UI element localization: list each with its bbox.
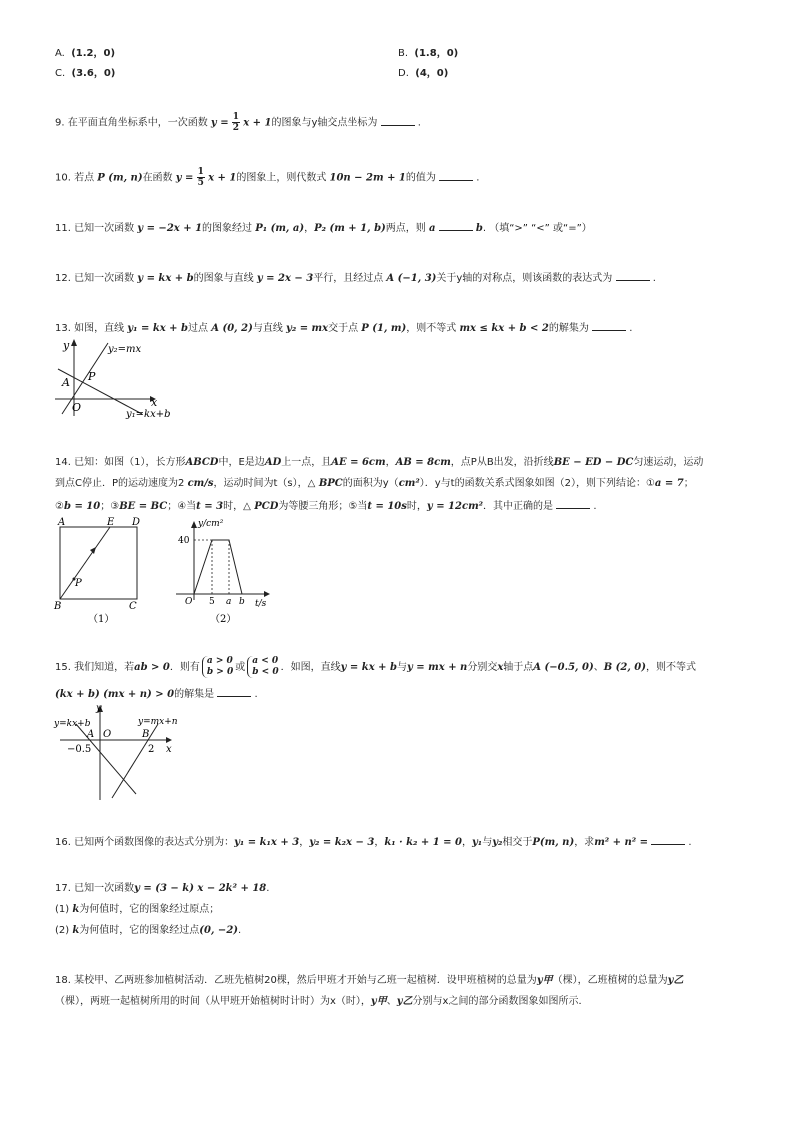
label-d: D xyxy=(132,517,141,528)
question-10 xyxy=(55,167,479,188)
q14-ab: AB = 8cm xyxy=(395,457,451,468)
q10-end: . xyxy=(476,172,480,184)
question-18-line-1 xyxy=(55,974,683,988)
q11-post: . （填“>” “<” 或“=”） xyxy=(482,223,592,234)
line-mx-n xyxy=(112,724,158,798)
x-axis-arrow-icon xyxy=(166,737,172,743)
q10-post: 的值为 xyxy=(405,172,436,184)
option-d-value: (4，0) xyxy=(415,68,449,79)
q15-or: 或 xyxy=(235,662,246,673)
q16-mid2: 相交于 xyxy=(502,837,533,848)
question-14-line-1 xyxy=(55,456,703,470)
q15-l1f: ，则不等式 xyxy=(645,662,696,673)
q10-text: 10. 若点 xyxy=(55,172,95,184)
q13-mid3: 交于点 xyxy=(328,323,359,334)
q14-claim-2: b = 10 xyxy=(63,501,101,512)
y1-label: y₁=kx+b xyxy=(126,409,171,420)
q14-claim-4: t = 3 xyxy=(196,501,224,512)
figure-15 xyxy=(52,702,192,807)
point-b-label: B xyxy=(142,729,150,740)
question-12 xyxy=(55,270,656,286)
y-axis-arrow-icon xyxy=(71,339,77,346)
q15-point-b: B (2, 0) xyxy=(603,662,646,673)
q9-end: . xyxy=(417,117,421,129)
line-y1 xyxy=(58,369,142,414)
q14-l3a: ② xyxy=(55,501,64,512)
label-c: C xyxy=(129,601,137,612)
q16-s1: ， xyxy=(299,837,310,848)
label-b: B xyxy=(54,601,62,612)
q15-answer-blank[interactable] xyxy=(217,686,251,697)
question-11 xyxy=(55,220,592,236)
q16-end: . xyxy=(688,837,692,848)
q9-answer-blank[interactable] xyxy=(381,115,415,126)
q12-point: A (−1, 3) xyxy=(386,273,437,284)
y-axis-label: y xyxy=(63,339,70,352)
q15-l1e: 轴于点 xyxy=(503,662,534,673)
caption-1: （1） xyxy=(88,614,115,625)
point-a-label: A xyxy=(62,376,70,389)
tick-2: 2 xyxy=(148,744,155,755)
figure-13 xyxy=(50,336,190,425)
q14-speed: cm/s xyxy=(187,478,214,489)
question-16 xyxy=(55,834,692,850)
q14-unit: cm² xyxy=(398,478,420,489)
q12-line: y = 2x − 3 xyxy=(256,273,314,284)
origin-label: O xyxy=(72,401,82,414)
q13-inequality: mx ≤ kx + b < 2 xyxy=(459,323,549,334)
question-9 xyxy=(55,112,421,133)
figure-14-2 xyxy=(172,514,282,629)
option-b-value: (1.8，0) xyxy=(414,48,459,59)
q17-k2: k xyxy=(72,925,80,936)
q14-text: 14. 已知：如图（1），长方形 xyxy=(55,457,186,468)
origin-label: O xyxy=(103,729,112,740)
q14-l3f: 时， xyxy=(406,501,427,512)
q14-ad: AD xyxy=(264,457,282,468)
q11-text: 11. 已知一次函数 xyxy=(55,223,135,234)
q14-claim-5: t = 10s xyxy=(367,501,407,512)
q18-yjia-2: y甲 xyxy=(370,996,387,1007)
q11-mid: 的图象经过 xyxy=(202,223,253,234)
y2-label: y₂=mx xyxy=(108,344,142,355)
q12-mid2: 平行，且经过点 xyxy=(313,273,384,284)
q11-p1: P₁ (m, a) xyxy=(255,223,305,234)
y-label: y/cm² xyxy=(198,519,224,529)
q15-c2b: b < 0 xyxy=(252,667,279,677)
q9-math: y = xyxy=(210,117,229,129)
t-axis-arrow-icon xyxy=(264,591,270,597)
q16-answer-blank[interactable] xyxy=(651,834,685,845)
q16-y1: y₁ xyxy=(471,837,483,848)
q14-answer-blank[interactable] xyxy=(556,498,590,509)
q17-point: (0, −2) xyxy=(199,925,239,936)
q15-c1b: b > 0 xyxy=(206,667,234,677)
y-axis-arrow-icon xyxy=(191,521,197,528)
direction-arrow-icon xyxy=(90,547,96,554)
question-13 xyxy=(55,320,632,336)
q15-l2a: 的解集是 xyxy=(174,689,215,700)
q14-l3c: ；④当 xyxy=(167,501,197,512)
q9-num: 1 xyxy=(232,112,240,122)
q16-mid3: ，求 xyxy=(574,837,595,848)
q15-c2a: a < 0 xyxy=(252,656,279,666)
origin-label: O xyxy=(185,597,193,607)
q18-text: 18. 某校甲、乙两班参加植树活动．乙班先植树20棵，然后甲班才开始与乙班一起植树．设甲班植树的总量为 xyxy=(55,975,537,986)
question-14-line-3 xyxy=(55,498,597,514)
q14-l1e: 匀速运动，运动 xyxy=(633,457,704,468)
q13-func: y₁ = kx + b xyxy=(127,323,189,334)
q15-g: y = mx + n xyxy=(407,662,468,673)
rectangle-abcd xyxy=(60,527,137,599)
q17-k1: k xyxy=(72,904,80,915)
q14-y12: y = 12cm² xyxy=(426,501,484,512)
q13-mid4: ，则不等式 xyxy=(406,323,457,334)
q16-point: P(m, n) xyxy=(532,837,575,848)
q17-p1: 为何值时，它的图象经过原点； xyxy=(79,904,220,915)
q14-l2: 到点C停止．P的运动速度为2 xyxy=(55,478,185,489)
question-15-line-2 xyxy=(55,686,258,702)
q10-math: y = xyxy=(175,172,194,184)
q10-mid2: 的图象上，则代数式 xyxy=(236,172,327,184)
q15-l1a: ．则有 xyxy=(169,662,200,673)
q12-mid: 的图象与直线 xyxy=(193,273,254,284)
q16-f1: y₁ = k₁x + 3 xyxy=(234,837,300,848)
caption-2: （2） xyxy=(210,614,237,625)
graph-line xyxy=(194,540,242,594)
q11-mid2: 两点，则 xyxy=(385,223,426,234)
option-d-label: D. xyxy=(398,68,409,79)
q17-p2-pre: (2) xyxy=(55,925,73,936)
q18-yyi: y乙 xyxy=(667,975,684,986)
q9-fraction xyxy=(232,112,240,133)
q14-path: BE − ED − DC xyxy=(553,457,634,468)
segment-be xyxy=(60,527,110,599)
question-14-line-2 xyxy=(55,477,694,491)
option-c xyxy=(55,64,115,79)
q11-a: a xyxy=(428,223,436,234)
q13-answer-blank[interactable] xyxy=(592,320,626,331)
q11-answer-blank[interactable] xyxy=(439,220,473,231)
q14-l3d: 时， xyxy=(223,501,244,512)
q18-l2b: 分别与x之间的部分函数图象如图所示． xyxy=(412,996,589,1007)
q16-y2: y₂ xyxy=(492,837,503,848)
q14-l2c: ）．y与t的函数关系式图象如图（2），则下列结论：① xyxy=(419,478,655,489)
q13-end: . xyxy=(629,323,633,334)
option-c-label: C. xyxy=(55,68,66,79)
q10-point: P (m, n) xyxy=(97,172,143,184)
label-p: P xyxy=(75,578,82,589)
q15-f: y = kx + b xyxy=(340,662,398,673)
q11-sep: ， xyxy=(304,223,315,234)
tick-40: 40 xyxy=(178,536,190,546)
q18-l1b: （棵），乙班植树的总量为 xyxy=(552,975,668,986)
q18-l2: （棵），两班一起植树所用的时间（从甲班开始植树时计时）为x（时）， xyxy=(55,996,371,1007)
q13-mid: 过点 xyxy=(188,323,209,334)
q9-text: 9. 在平面直角坐标系中，一次函数 xyxy=(55,117,208,129)
q18-yjia: y甲 xyxy=(536,975,553,986)
q14-abcd: ABCD xyxy=(185,457,219,468)
t-label: t/s xyxy=(255,599,267,609)
option-a-value: (1.2，0) xyxy=(71,48,116,59)
q15-c1a: a > 0 xyxy=(206,656,233,666)
question-17-part-1 xyxy=(55,903,219,917)
q9-post: 的图象与y轴交点坐标为 xyxy=(271,117,378,129)
q16-f2: y₂ = k₂x − 3 xyxy=(309,837,375,848)
q11-p2: P₂ (m + 1, b) xyxy=(314,223,386,234)
q18-sep: 、 xyxy=(386,996,397,1007)
f1-label: y=kx+b xyxy=(54,719,91,729)
q15-case-1 xyxy=(202,656,233,678)
q17-p2: 为何值时，它的图象经过点 xyxy=(79,925,200,936)
q14-l1d: ，点P从B出发，沿折线 xyxy=(450,457,554,468)
q13-point-a: A (0, 2) xyxy=(211,323,253,334)
q9-den: 2 xyxy=(232,123,240,133)
x-axis-label: x xyxy=(151,396,158,409)
point-a-label: A xyxy=(87,729,95,740)
q17-func: y = (3 − k) x − 2k² + 18 xyxy=(134,883,267,894)
q10-answer-blank[interactable] xyxy=(439,170,473,181)
option-b xyxy=(398,44,458,59)
q10-num: 1 xyxy=(197,167,204,177)
tick-5: 5 xyxy=(209,597,215,607)
q12-post: 关于y轴的对称点，则该函数的表达式为 xyxy=(436,273,613,284)
q12-text: 12. 已知一次函数 xyxy=(55,273,135,284)
q16-text: 16. 已知两个函数图像的表达式分别为： xyxy=(55,837,235,848)
q14-l2a: ，运动时间为t（s）， xyxy=(213,478,308,489)
q17-p1-pre: (1) xyxy=(55,904,73,915)
q17-end: . xyxy=(266,883,270,894)
q15-point-a: A (−0.5, 0) xyxy=(533,662,594,673)
option-a xyxy=(55,44,115,59)
q16-s2: ， xyxy=(374,837,385,848)
q10-fraction xyxy=(197,167,205,188)
question-18-line-2 xyxy=(55,995,588,1009)
q14-l3b: ；③ xyxy=(100,501,120,512)
q10-mid: 在函数 xyxy=(142,172,173,184)
q16-expr: m² + n² = xyxy=(594,837,649,848)
q15-x: x xyxy=(497,662,504,673)
option-a-label: A. xyxy=(55,48,65,59)
q15-l1b: ．如图，直线 xyxy=(280,662,341,673)
q15-case-2 xyxy=(247,656,278,678)
q18-yyi-2: y乙 xyxy=(396,996,413,1007)
q10-math-rest: x + 1 xyxy=(208,172,237,184)
q14-pcd: △ PCD xyxy=(243,501,279,512)
q15-l1c: 与 xyxy=(397,662,408,673)
q16-mid: 与 xyxy=(482,837,493,848)
q10-den: 5 xyxy=(197,178,204,188)
q14-l1a: 中，E是边 xyxy=(218,457,265,468)
q14-triangle: △ BPC xyxy=(307,478,343,489)
y-label: y xyxy=(96,703,102,714)
q13-text: 13. 如图，直线 xyxy=(55,323,125,334)
q14-claim-3: BE = BC xyxy=(119,501,168,512)
q14-ae: AE = 6cm xyxy=(331,457,386,468)
q14-l3e: 为等腰三角形；⑤当 xyxy=(278,501,368,512)
q13-line: y₂ = mx xyxy=(286,323,329,334)
tick-neg-05: −0.5 xyxy=(67,744,92,755)
q14-end: . xyxy=(593,501,597,512)
q13-mid2: 与直线 xyxy=(252,323,283,334)
q17-text: 17. 已知一次函数 xyxy=(55,883,135,894)
q14-l2b: 的面积为y（ xyxy=(342,478,399,489)
question-15-line-1 xyxy=(55,656,696,678)
option-b-label: B. xyxy=(398,48,409,59)
q13-post: 的解集为 xyxy=(548,323,589,334)
x-label: x xyxy=(166,744,172,755)
q14-l1b: 上一点，且 xyxy=(281,457,332,468)
q12-func: y = kx + b xyxy=(137,273,194,284)
tick-a: a xyxy=(226,597,232,607)
q15-text: 15. 我们知道，若 xyxy=(55,662,135,673)
tick-b: b xyxy=(239,597,245,607)
q14-l1c: ， xyxy=(385,457,396,468)
q11-b: b xyxy=(475,223,483,234)
q13-point-p: P (1, m) xyxy=(361,323,407,334)
q11-func: y = −2x + 1 xyxy=(137,223,203,234)
q16-condition: k₁ · k₂ + 1 = 0 xyxy=(384,837,462,848)
q15-ab: ab > 0 xyxy=(134,662,170,673)
q15-l1d: 分别交 xyxy=(467,662,498,673)
q12-answer-blank[interactable] xyxy=(616,270,650,281)
question-17-part-2 xyxy=(55,924,241,938)
q9-math-rest: x + 1 xyxy=(243,117,272,129)
q14-l2d: ； xyxy=(683,478,694,489)
q15-end: . xyxy=(254,689,258,700)
q10-expr: 10n − 2m + 1 xyxy=(329,172,406,184)
option-c-value: (3.6，0) xyxy=(71,68,116,79)
f2-label: y=mx+n xyxy=(138,717,178,727)
q15-inequality: (kx + b) (mx + n) > 0 xyxy=(55,689,175,700)
label-a: A xyxy=(58,517,66,528)
question-17 xyxy=(55,882,269,896)
q14-l3g: ．其中正确的是 xyxy=(483,501,554,512)
q15-sep: 、 xyxy=(593,662,604,673)
point-p-label: P xyxy=(88,370,96,383)
q17-p2-end: . xyxy=(238,925,242,936)
q12-end: . xyxy=(652,273,656,284)
q14-claim-1: a = 7 xyxy=(654,478,684,489)
q16-s3: ， xyxy=(461,837,472,848)
figure-14-1 xyxy=(52,514,152,629)
option-d xyxy=(398,64,448,79)
label-e: E xyxy=(107,517,115,528)
